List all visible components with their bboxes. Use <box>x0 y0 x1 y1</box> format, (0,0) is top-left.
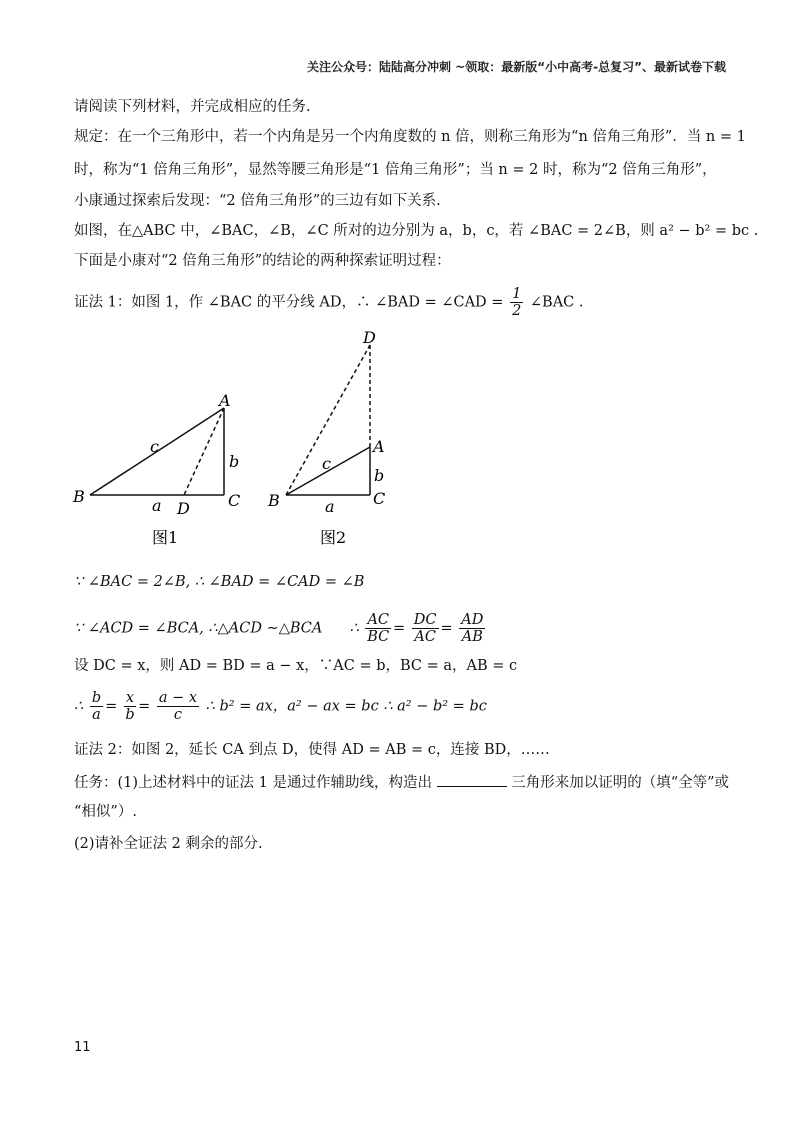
fraction-numerator: b <box>91 690 102 706</box>
fraction-b-a <box>90 690 103 723</box>
proof1-text: 证法 1：如图 1，作 ∠BAC 的平分线 AD，∴ ∠BAD = ∠CAD = <box>74 294 509 311</box>
fraction-denominator: a <box>92 707 101 723</box>
theorem-line: 如图，在△ABC 中，∠BAC，∠B，∠C 所对的边分别为 a，b，c，若 ∠BAC = 2∠B，则 a² − b² = bc . <box>74 223 759 239</box>
fraction-numerator: AC <box>367 612 390 628</box>
fig2-label-side-c: c <box>322 454 331 473</box>
definition-line-1: 规定：在一个三角形中，若一个内角是另一个内角度数的 n 倍，则称三角形为“n 倍角三角形”．当 n = 1 <box>74 129 746 145</box>
proof2-line: 证法 2：如图 2，延长 CA 到点 D，使得 AD = AB = c，连接 BD，…… <box>74 742 550 758</box>
fig2-label-side-b: b <box>374 466 385 485</box>
fig1-label-side-b: b <box>229 452 240 471</box>
fraction-numerator: DC <box>413 612 437 628</box>
fraction-denominator: BC <box>367 629 390 645</box>
fig2-label-a: A <box>373 437 385 456</box>
page-number: 11 <box>74 1040 91 1055</box>
proof1-text-end: ∠BAC . <box>529 294 584 311</box>
answer-blank[interactable] <box>437 772 507 787</box>
fig1-caption: 图1 <box>152 528 179 547</box>
fig1-label-side-c: c <box>150 437 159 456</box>
figure-1 <box>72 391 240 547</box>
fig2-label-c: C <box>373 489 386 508</box>
fraction-ac-bc <box>365 612 391 645</box>
fig2-caption: 图2 <box>320 528 347 547</box>
fig1-label-b: B <box>73 487 85 506</box>
fraction-denominator: 2 <box>512 303 522 319</box>
fig2-label-d: D <box>363 328 376 347</box>
fig1-label-c: C <box>228 491 241 510</box>
fraction-numerator: 1 <box>512 286 522 302</box>
task-1-line-2: “相似”）. <box>74 804 137 820</box>
page-header: 关注公众号：陆陆高分冲刺 ~领取：最新版“小中高考-总复习”、最新试卷下载 <box>307 60 726 74</box>
figures <box>0 325 800 565</box>
fraction-denominator: AB <box>461 629 483 645</box>
fig1-label-side-a: a <box>152 496 162 515</box>
similar-triangles-text: ∵ ∠ACD = ∠BCA, ∴△ACD ∼△BCA <box>74 620 323 637</box>
fraction-numerator: x <box>125 690 135 706</box>
proof1-step-3: 设 DC = x，则 AD = BD = a − x，∵AC = b，BC = a，AB = c <box>74 658 518 674</box>
task-1-text: 任务：(1)上述材料中的证法 1 是通过作辅助线，构造出 <box>74 775 432 791</box>
fraction-a-minus-x-c <box>157 690 199 723</box>
proof1-step-4: ∴ $\frac{b}{a}$ = $\frac{x}{b}$ = $\frac{a - x}{c}$ ∴ b² = ax，a² − ax = bc ∴ a² − b² = bc <box>74 690 487 723</box>
proof1-step-2: ∵ ∠ACD = ∠BCA, ∴△ACD ∼△BCA ∴ $\frac{AC}{BC}$ = $\frac{DC}{AC}$ = $\frac{AD}{AB}$ <box>74 612 484 645</box>
fraction-denominator: c <box>173 707 183 723</box>
therefore-symbol: ∴ <box>74 698 84 715</box>
fig2-label-b: B <box>268 491 280 510</box>
fraction-ad-ab <box>459 612 485 645</box>
fraction-x-b <box>124 690 136 723</box>
fraction-denominator: b <box>125 707 135 723</box>
task-1-line <box>74 772 729 793</box>
fraction-numerator: a − x <box>158 690 198 706</box>
conclusion-text: ∴ b² = ax，a² − ax = bc ∴ a² − b² = bc <box>205 698 487 715</box>
intro-line: 请阅读下列材料，并完成相应的任务. <box>74 99 311 115</box>
definition-line-2: 时，称为“1 倍角三角形”，显然等腰三角形是“1 倍角三角形”；当 n = 2 时，称为“2 倍角三角形”， <box>74 162 717 178</box>
fraction-half <box>510 286 523 319</box>
fig1-label-a: A <box>219 391 231 410</box>
proof-intro-line: 下面是小康对“2 倍角三角形”的结论的两种探索证明过程： <box>74 253 451 269</box>
discovery-line: 小康通过探索后发现：“2 倍角三角形”的三边有如下关系. <box>74 193 441 209</box>
proof1-step-1: ∵ ∠BAC = 2∠B, ∴ ∠BAD = ∠CAD = ∠B <box>74 574 365 590</box>
task-1-text-end: 三角形来加以证明的（填“全等”或 <box>511 775 730 791</box>
fraction-denominator: AC <box>414 629 436 645</box>
fraction-numerator: AD <box>461 612 484 628</box>
therefore-symbol: ∴ <box>349 620 359 637</box>
task-2-line: (2)请补全证法 2 剩余的部分. <box>74 836 263 852</box>
fig2-label-side-a: a <box>325 497 335 516</box>
fig1-label-d: D <box>177 499 190 518</box>
proof1-start-line <box>74 286 584 319</box>
figure-2 <box>267 328 385 547</box>
fraction-dc-ac <box>412 612 439 645</box>
